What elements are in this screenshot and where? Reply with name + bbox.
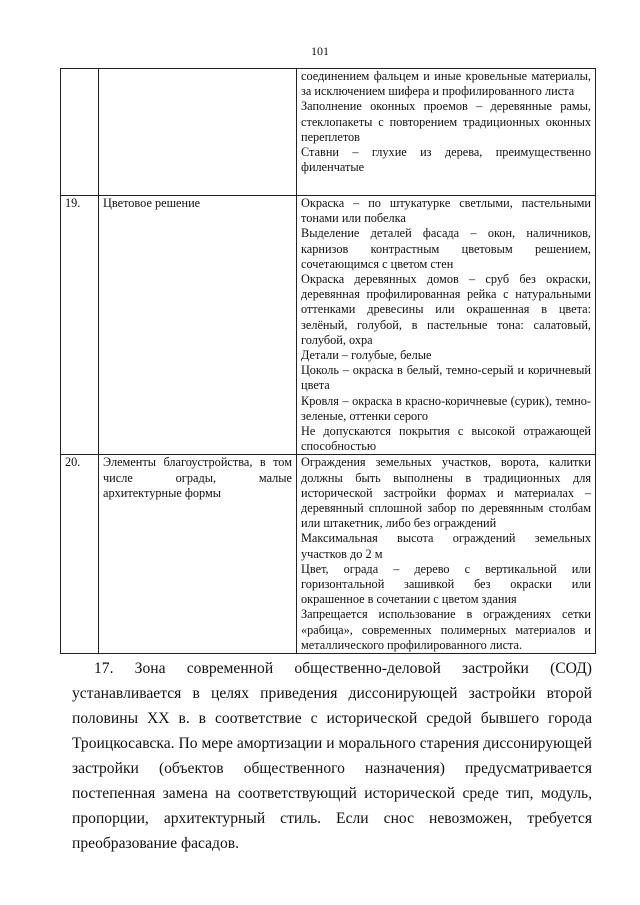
body-paragraph: 17. Зона современной общественно-деловой застройки (СОД) устанавливается в целях приведения диссонирующей застройки второй половины XX в. в соответствие с исторической средой бывшего города Троицкосавска. По мере амортизации и морального старения диссонирующей застройки (объектов общественного назначения) предусматривается постепенная замена на соответствующий исторической среде тип, модуль, пропорции, архитектурный стиль. Если снос невозможен, требуется преобразование фасадов. [72,660,592,852]
requirement: соединением фальцем и иные кровельные материалы, за исключением шифера и профилированного листа [301,69,591,99]
row-name [99,69,297,196]
table-row [61,455,596,654]
requirement: Заполнение оконных проемов – деревянные рамы, стеклопакеты с повторением традиционных оконных переплетов [301,99,591,144]
row-name: Цветовое решение [99,196,297,455]
requirement: Выделение деталей фасада – окон, наличников, карнизов контрастным цветовым решением, сочетающимся с цветом стен [301,226,591,271]
table-row [61,196,596,455]
requirement: Максимальная высота ограждений земельных участков до 2 м [301,531,591,561]
row-requirements [297,196,596,455]
regulations-table [60,68,596,654]
row-name: Элементы благоустройства, в том числе ограды, малые архитектурные формы [99,455,297,654]
requirement: Не допускаются покрытия с высокой отражающей способностью [301,424,591,454]
requirement: Детали – голубые, белые [301,348,432,363]
requirement: Ограждения земельных участков, ворота, калитки должны быть выполнены в традиционных для исторической застройки формах и материалах – деревянный сплошной забор по деревянным столбам или штакетник, либо без ограждений [301,455,591,531]
row-number: 19. [61,196,99,455]
requirement: Кровля – окраска в красно-коричневые (сурик), темно-зеленые, оттенки серого [301,393,591,423]
requirement: Цоколь – окраска в белый, темно-серый и коричневый цвета [301,363,591,393]
requirement: Ставни – глухие из дерева, преимущественно филенчатые [301,145,591,175]
requirement: Окраска деревянных домов – сруб без окраски, деревянная профилированная рейка с натуральными оттенками древесины или окрашенная в цвета: зелёный, голубой, в пастельные тона: салатовый, голубой, охра [301,272,591,347]
requirement: Окраска – по штукатурке светлыми, пастельными тонами или побелка [301,196,591,226]
row-requirements [297,69,596,196]
row-requirements [297,455,596,654]
row-number: 20. [61,455,99,654]
table-row [61,69,596,196]
requirement: Цвет, ограда – дерево с вертикальной или горизонтальной зашивкой без окраски или окрашенное в сочетании с цветом здания [301,561,591,607]
requirement: Запрещается использование в ограждениях сетки «рабица», современных полимерных материалов и металлического профилированного листа. [301,607,591,652]
page-number: 101 [311,44,329,58]
row-number [61,69,99,196]
